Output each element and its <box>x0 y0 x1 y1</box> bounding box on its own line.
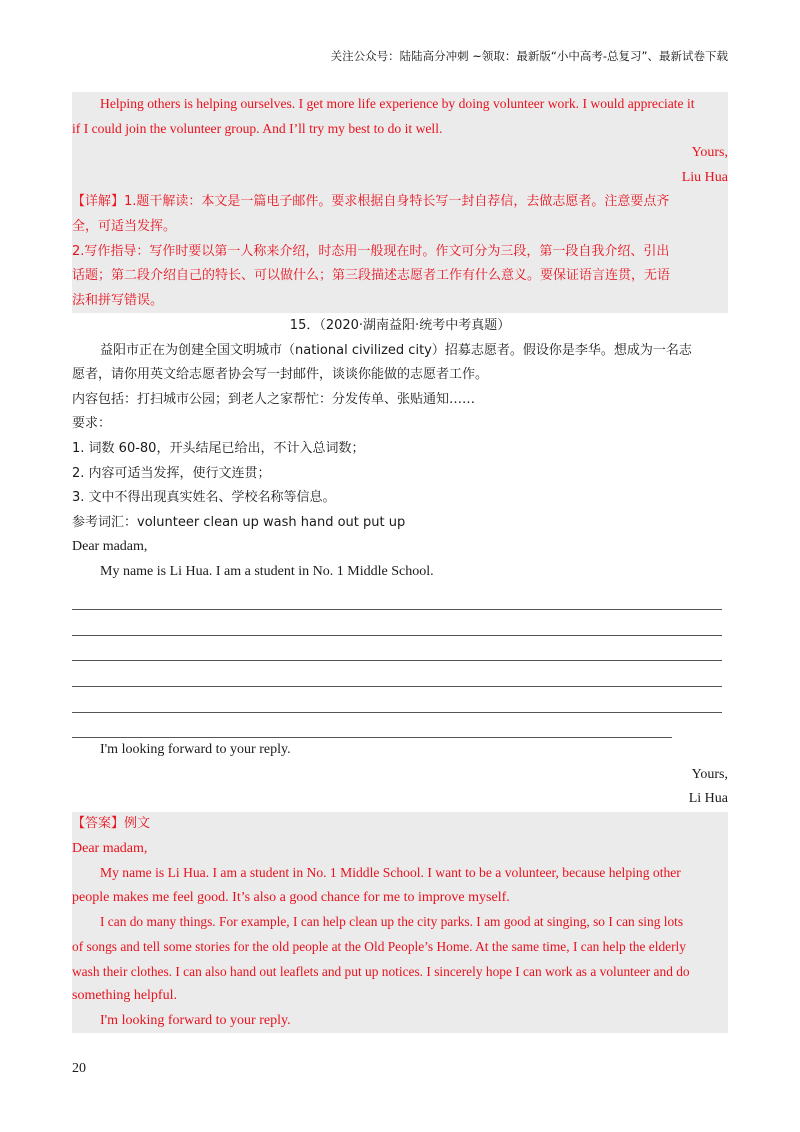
writing-line[interactable] <box>72 610 722 636</box>
answer-paragraph-line: something helpful. <box>72 988 177 1004</box>
letter-closing: Yours, <box>691 766 728 782</box>
requirement-item: 2. 内容可适当发挥，使行文连贯； <box>72 465 271 481</box>
writing-line[interactable] <box>72 585 722 611</box>
letter-closing-sentence: I'm looking forward to your reply. <box>100 742 291 758</box>
answer-paragraph-line: people makes me feel good. It’s also a good chance for me to improve myself. <box>72 889 510 905</box>
answer-paragraph-line: wash their clothes. I can also hand out leaflets and put up notices. I sincerely hope I can work as a volunteer and do <box>72 963 690 979</box>
answer-closing-sentence: I'm looking forward to your reply. <box>100 1012 291 1028</box>
letter-opening: My name is Li Hua. I am a student in No. 1 Middle School. <box>100 563 434 579</box>
detail-line: 2.写作指导：写作时要以第一人称来介绍，时态用一般现在时。作文可分为三段，第一段自我介绍、引出 <box>72 243 670 259</box>
letter-salutation: Dear madam, <box>72 539 148 555</box>
writing-line[interactable] <box>72 713 672 739</box>
answer-paragraph-line: My name is Li Hua. I am a student in No. 1 Middle School. I want to be a volunteer, because helping other <box>100 865 681 881</box>
page-number: 20 <box>72 1061 86 1076</box>
answer-block <box>72 812 728 1033</box>
requirements-title: 要求： <box>72 416 112 432</box>
answer-paragraph-line: Helping others is helping ourselves. I get more life experience by doing volunteer work. I would appreciate it <box>100 96 695 111</box>
page-header: 关注公众号：陆陆高分冲刺 ~领取：最新版“小中高考-总复习”、最新试卷下载 <box>330 49 728 63</box>
content-line: 内容包括：打扫城市公园；到老人之家帮忙：分发传单、张贴通知…… <box>72 391 476 407</box>
requirement-item: 3. 文中不得出现真实姓名、学校名称等信息。 <box>72 490 336 506</box>
prompt-line: 愿者，请你用英文给志愿者协会写一封邮件，谈谈你能做的志愿者工作。 <box>72 367 489 383</box>
detail-line: 【详解】1.题干解读：本文是一篇电子邮件。要求根据自身特长写一封自荐信，去做志愿者。注意要点齐 <box>72 194 670 210</box>
answer-paragraph-line: I can do many things. For example, I can help clean up the city parks. I am good at singing, so I can sing lots <box>100 914 684 930</box>
answer-label: 【答案】例文 <box>72 816 151 831</box>
requirement-item: 1. 词数 60-80，开头结尾已给出，不计入总词数； <box>72 440 365 456</box>
writing-line[interactable] <box>72 687 722 713</box>
letter-signature: Li Hua <box>688 791 728 807</box>
letter-signature: Liu Hua <box>681 169 728 185</box>
letter-closing: Yours, <box>691 145 728 161</box>
writing-area[interactable] <box>72 585 728 739</box>
answer-paragraph-line: if I could join the volunteer group. And I’ll try my best to do it well. <box>72 120 443 136</box>
prompt-line: 益阳市正在为创建全国文明城市（national civilized city）招募志愿者。假设你是李华。想成为一名志 <box>100 342 692 358</box>
writing-line[interactable] <box>72 661 722 687</box>
detail-line: 话题；第二段介绍自己的特长、可以做什么；第三段描述志愿者工作有什么意义。要保证语言连贯，无语 <box>72 268 671 284</box>
question-block <box>72 314 728 812</box>
vocab-line: 参考词汇：volunteer clean up wash hand out put up <box>72 514 406 530</box>
previous-answer-block <box>72 92 728 313</box>
answer-salutation: Dear madam, <box>72 840 148 856</box>
writing-line[interactable] <box>72 636 722 662</box>
answer-paragraph-line: of songs and tell some stories for the old people at the Old People’s Home. At the same time, I can help the elderly <box>72 938 686 954</box>
detail-line: 法和拼写错误。 <box>72 292 164 308</box>
detail-line: 全，可适当发挥。 <box>72 218 177 234</box>
question-number: 15．（2020·湖南益阳·统考中考真题） <box>289 318 511 333</box>
